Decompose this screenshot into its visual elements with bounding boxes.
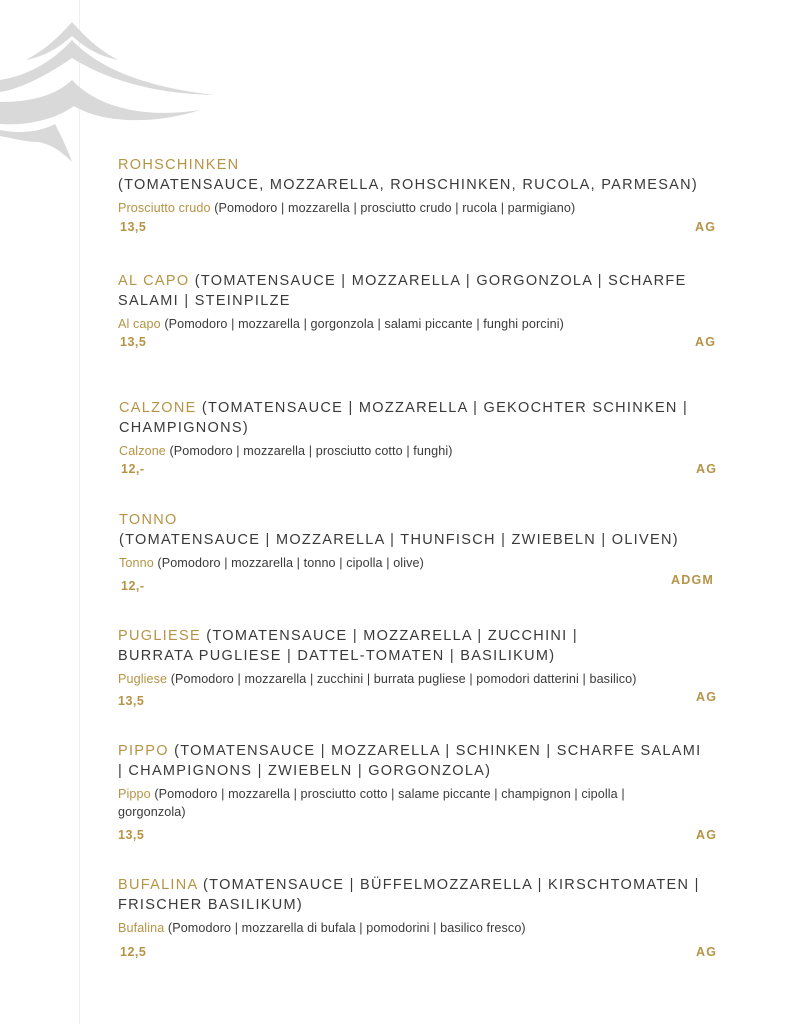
item-allergens: AG: [696, 945, 718, 959]
item-allergens: AG: [695, 220, 717, 234]
item-name: PUGLIESE: [118, 628, 201, 644]
item-name-it: Tonno: [119, 556, 154, 570]
item-title: [118, 272, 728, 311]
item-ingredients-de: (TOMATENSAUCE, MOZZARELLA, ROHSCHINKEN, RUCOLA, PARMESAN): [118, 176, 699, 193]
menu-item-pugliese: [118, 627, 718, 689]
item-ingredients-it: (Pomodoro | mozzarella | zucchini | burrata pugliese | pomodori datterini | basilico): [167, 672, 637, 686]
item-allergens: AG: [696, 690, 718, 704]
item-title: [119, 511, 729, 550]
item-ingredients-de: (TOMATENSAUCE | MOZZARELLA | THUNFISCH | ZWIEBELN | OLIVEN): [119, 531, 679, 548]
item-ingredients-it: (Pomodoro | mozzarella | prosciutto cotto | salame piccante | champignon | cipolla | gorgonzola): [118, 787, 625, 819]
item-name-it: Bufalina: [118, 921, 165, 935]
item-ingredients-de: (TOMATENSAUCE | MOZZARELLA | ZUCCHINI | BURRATA PUGLIESE | DATTEL-TOMATEN | BASILIKUM): [118, 628, 578, 664]
item-title: [118, 876, 708, 915]
item-ingredients-it-line: [119, 555, 729, 573]
item-ingredients-it-line: [118, 671, 718, 689]
item-price: 13,5: [118, 828, 145, 842]
item-allergens: AG: [696, 828, 718, 842]
menu-item-tonno: [119, 511, 729, 573]
restaurant-logo-icon: [0, 10, 220, 170]
item-ingredients-de: (TOMATENSAUCE | MOZZARELLA | GEKOCHTER SCHINKEN | CHAMPIGNONS): [119, 400, 689, 436]
item-ingredients-de: (TOMATENSAUCE | MOZZARELLA | SCHINKEN | SCHARFE SALAMI | CHAMPIGNONS | ZWIEBELN | GORGONZOLA): [118, 743, 702, 779]
item-name: CALZONE: [119, 400, 197, 416]
menu-item-al-capo: [118, 272, 728, 334]
item-allergens: ADGM: [671, 573, 714, 587]
item-title: [118, 742, 708, 781]
item-title: [118, 627, 588, 666]
item-name-it: Pippo: [118, 787, 151, 801]
item-allergens: AG: [695, 335, 717, 349]
menu-item-calzone: [119, 399, 729, 461]
item-name-it: Prosciutto crudo: [118, 201, 211, 215]
item-ingredients-it: (Pomodoro | mozzarella | tonno | cipolla | olive): [153, 556, 424, 570]
item-ingredients-it-line: [118, 920, 708, 938]
item-title: [118, 156, 728, 195]
item-name: PIPPO: [118, 743, 169, 759]
item-name: ROHSCHINKEN: [118, 157, 240, 173]
item-ingredients-it: (Pomodoro | mozzarella | gorgonzola | salami piccante | funghi porcini): [160, 317, 564, 331]
item-price: 12,-: [121, 579, 145, 593]
item-ingredients-de: (TOMATENSAUCE | BÜFFELMOZZARELLA | KIRSCHTOMATEN | FRISCHER BASILIKUM): [118, 877, 700, 913]
item-name: AL CAPO: [118, 273, 190, 289]
item-name-it: Calzone: [119, 444, 166, 458]
menu-item-pippo: [118, 742, 708, 821]
item-price: 13,5: [120, 335, 147, 349]
item-title: [119, 399, 729, 438]
item-price: 13,5: [118, 694, 145, 708]
menu-item-rohschinken: [118, 156, 728, 218]
item-price: 13,5: [120, 220, 147, 234]
item-ingredients-it: (Pomodoro | mozzarella di bufala | pomodorini | basilico fresco): [164, 921, 526, 935]
item-allergens: AG: [696, 462, 718, 476]
item-ingredients-de: (TOMATENSAUCE | MOZZARELLA | GORGONZOLA | SCHARFE SALAMI | STEINPILZE: [118, 273, 687, 309]
item-ingredients-it-line: [118, 786, 678, 821]
item-price: 12,-: [121, 462, 145, 476]
item-ingredients-it-line: [118, 316, 728, 334]
item-ingredients-it-line: [118, 200, 728, 218]
item-ingredients-it: (Pomodoro | mozzarella | prosciutto crudo | rucola | parmigiano): [210, 201, 576, 215]
item-ingredients-it: (Pomodoro | mozzarella | prosciutto cotto | funghi): [165, 444, 453, 458]
item-name-it: Pugliese: [118, 672, 168, 686]
item-ingredients-it-line: [119, 443, 729, 461]
menu-item-bufalina: [118, 876, 708, 938]
item-name-it: Al capo: [118, 317, 161, 331]
item-name: BUFALINA: [118, 877, 198, 893]
item-name: TONNO: [119, 512, 178, 528]
item-price: 12,5: [120, 945, 147, 959]
